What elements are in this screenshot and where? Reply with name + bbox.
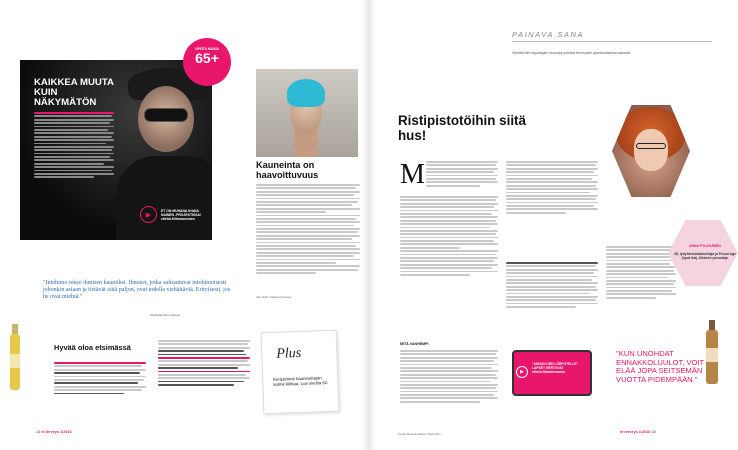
photo-body-shape — [116, 156, 212, 240]
photo-neck-shape — [294, 129, 318, 157]
left-magazine-name: et terveys 1/2016 — [41, 430, 72, 434]
swim-feature-body — [256, 184, 360, 274]
right-folio — [620, 430, 656, 434]
wellbeing-events-column-2 — [158, 340, 250, 386]
right-page-number: 15 — [651, 430, 656, 434]
author-name: ANNA PYLKKÄNEN — [689, 244, 721, 248]
swim-cap-woman-photo — [256, 69, 358, 157]
left-folio — [36, 430, 72, 434]
swim-photo-caption: Alec Soth: Gathered Leaves. — [256, 295, 292, 299]
photo-mask-shape — [144, 108, 188, 122]
right-magazine-name: et terveys 1/2016 — [620, 430, 651, 434]
mask-video-link[interactable] — [140, 206, 209, 223]
article-column-1-cont — [400, 350, 498, 403]
article-column-2 — [506, 161, 598, 214]
mask-feature-title: KAIKKEA MUUTA KUIN NÄKYMÄTÖN — [34, 77, 114, 108]
article-title: Ristipistotöihin siitä hus! — [398, 113, 526, 143]
plus-word: Plus — [276, 345, 302, 362]
play-icon[interactable]: ▶ — [516, 366, 528, 378]
badge-small-text: UPEITA NAISIA — [195, 47, 219, 51]
swim-photo-credit — [359, 80, 363, 140]
photo-credit: Kuvat Sanoma-arkisto / Sami Kero — [398, 432, 441, 436]
mask-feature-body — [34, 112, 114, 178]
pull-quote: "KUN UNOHDAT ENNAKKOLUULOT, VOIT ELÄÄ JOPA SEITSEMÄN VUOTTA PIDEMPÄÄN." — [616, 349, 705, 384]
age-badge — [183, 38, 231, 86]
mask-video-label[interactable]: ET ON MUHANA IHANA NAINEN -PROJEKTISSA! etlehti.fi/ihananeinen — [161, 208, 202, 221]
bottle-icon — [704, 320, 720, 388]
quote-author: Näyttelijä Meryl Streep — [150, 313, 181, 317]
article-column-1 — [400, 196, 498, 276]
play-icon[interactable]: ▶ — [140, 206, 157, 223]
plus-card[interactable] — [261, 330, 340, 415]
portrait-face-shape — [634, 129, 668, 171]
swim-feature-title: Kauneinta on haavoittuvuus — [256, 160, 319, 180]
article-column-2-cont — [506, 262, 598, 308]
section-subtitle: Vierailevien kirjoittajien suorasa puhetta terveyden ajankohtaisista asioista. — [512, 51, 631, 55]
author-bio: 38, työyhteisövalmentaja ja Proud Age (hyvä ikä) -liikkeen perustaja. — [674, 252, 736, 261]
page-gutter — [362, 0, 376, 450]
drop-cap: M — [400, 159, 425, 190]
meryl-streep-quote: "Intohimo tekee ihmisen kauniiksi. Ihmiset, jotka suhtautuvat intohimoisesti johonkin asiaan ja tietävät siitä paljon, ovat todella viehättäviä. Erityisesti, jos he ovat miehiä." — [43, 280, 231, 301]
wellbeing-title: Hyvää oloa etsimässä — [54, 343, 131, 352]
article-intro-lines — [426, 161, 498, 187]
tv-promo-text[interactable]: "ANNAN HÄN LÖRPOTELLE" LAPSET KERTOVAT etlehti.fi/tastenvanha — [532, 362, 579, 374]
portrait-glasses-shape — [636, 143, 666, 149]
article-column-3 — [606, 246, 676, 299]
photo-swim-cap-shape — [287, 79, 325, 107]
left-page-number: 14 — [36, 430, 41, 434]
section-rule — [512, 41, 712, 42]
mask-photo-credit — [215, 60, 219, 180]
bottle-icon — [8, 324, 22, 396]
wellbeing-events-column-1 — [54, 362, 146, 394]
article-subhead: MITÄ VANHEMPI — [400, 342, 429, 346]
section-title: PAINAVA SANA — [512, 30, 585, 39]
plus-card-text: Keräsimme kauneustajan kolme kikkaa. Lue sivulta 82. — [273, 375, 329, 388]
badge-number: 65+ — [195, 50, 219, 66]
